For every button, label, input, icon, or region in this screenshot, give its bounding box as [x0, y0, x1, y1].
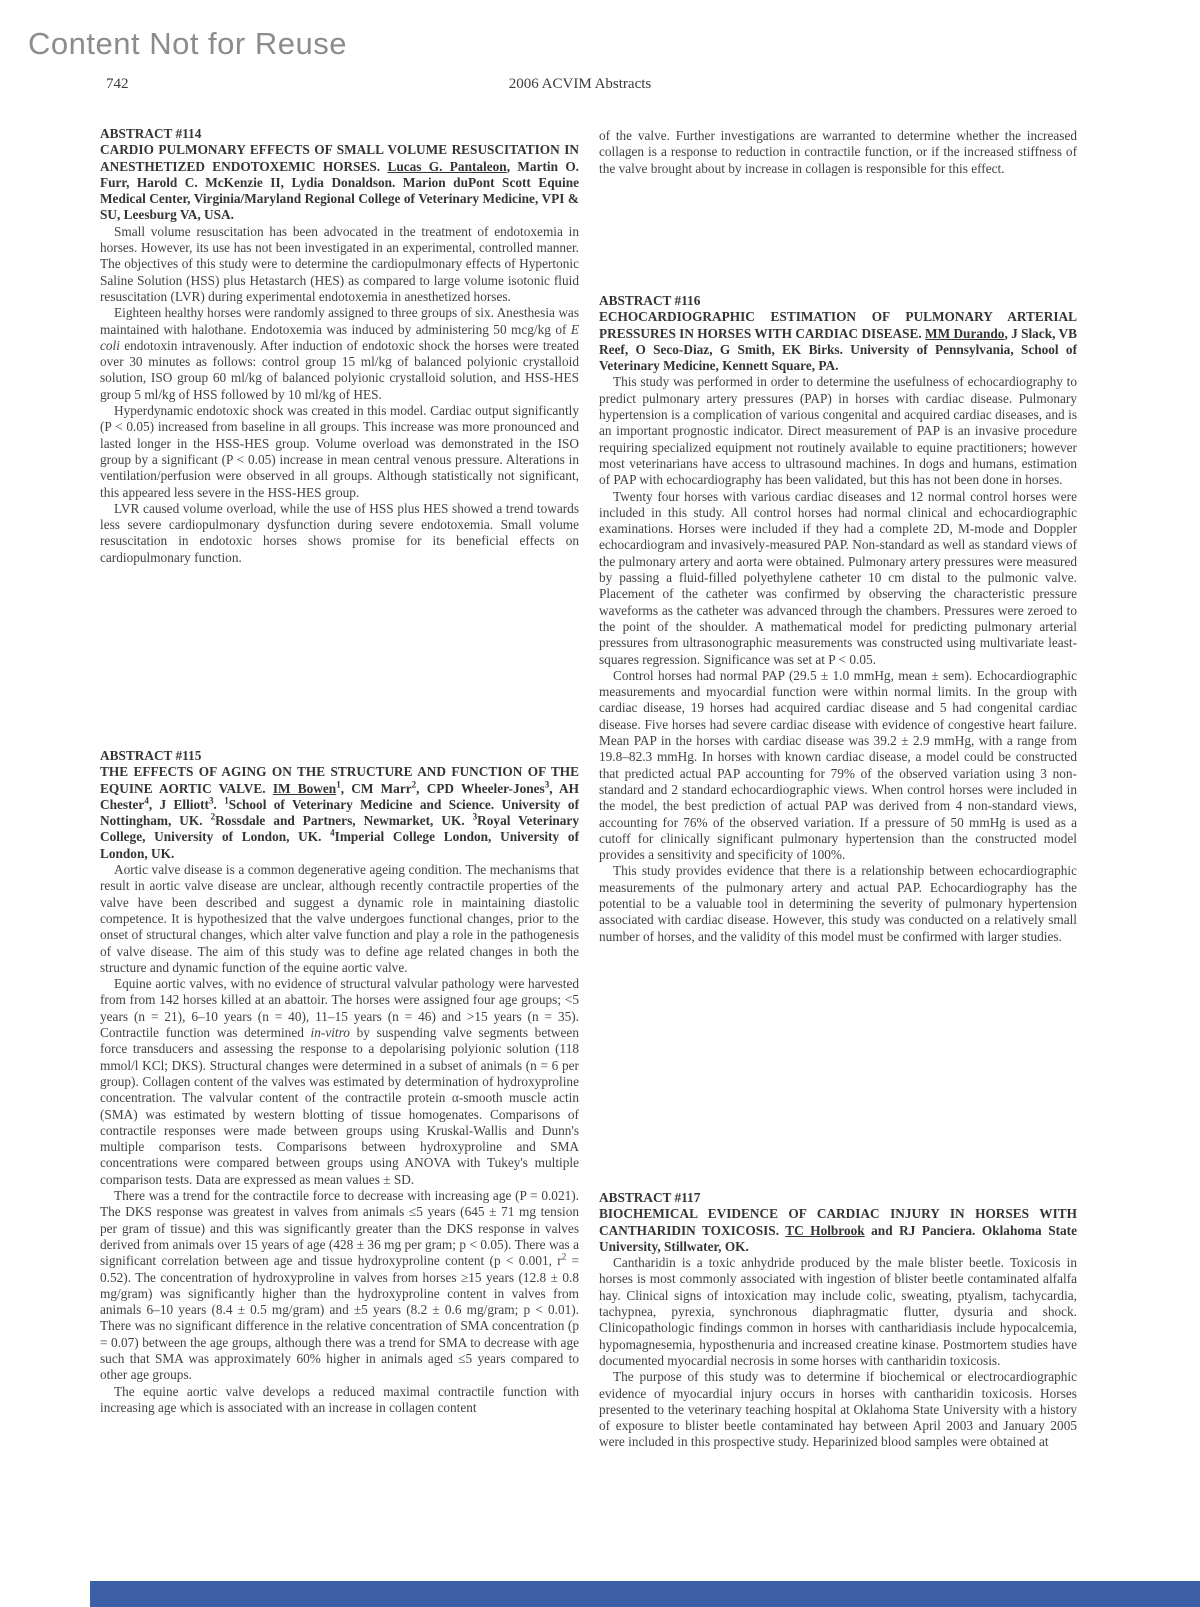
abstract-114-label: ABSTRACT #114 [100, 126, 202, 141]
abstract-116-paragraph: Control horses had normal PAP (29.5 ± 1.0 mmHg, mean ± sem). Echocardiographic measurements and myocardial function were within normal limits. In the group with cardiac disease, 19 horses had acquired cardiac disease and 5 had congenital cardiac disease. Five horses had severe cardiac disease with evidence of congestive heart failure. Mean PAP in the horses with cardiac disease was 39.2 ± 2.9 mmHg, with a range from 19.8–82.3 mmHg. In horses with known cardiac disease, a model could be constructed that predicted actual PAP accounting for 79% of the observed variation using 3 non-standard and 2 standard echocardiographic views. When control horses were included in the model, the best prediction of actual PAP was derived from 4 non-standard views, accounting for 76% of the observed variation. If a pressure of 50 mmHg is used as a cutoff for clinically significant pulmonary hypertension than the constructed model provides a sensitivity and specificity of 100%. [599, 667, 1077, 863]
abstract-116-label: ABSTRACT #116 [599, 293, 701, 308]
abstract-114-paragraph: Small volume resuscitation has been advocated in the treatment of endotoxemia in horses. However, its use has not been investigated in an experimental, controlled manner. The objectives of this study were to determine the cardiopulmonary effects of Hypertonic Saline Solution (HSS) plus Hetastarch (HES) as compared to large volume isotonic fluid resuscitation (LVR) during experimental endotoxemia in anesthetized horses. [100, 223, 579, 304]
abstract-115-continuation [599, 128, 1077, 177]
continuation-paragraph: of the valve. Further investigations are warranted to determine whether the increased collagen is a response to reduction in contractile function, or if the increased stiffness of the valve brought about by increase in collagen is responsible for this effect. [599, 128, 1077, 176]
page-header-title: 2006 ACVIM Abstracts [508, 76, 652, 92]
abstract-115-label: ABSTRACT #115 [100, 748, 202, 763]
abstract-115-paragraph: The equine aortic valve develops a reduced maximal contractile function with increasing age which is associated with an increase in collagen content [100, 1383, 579, 1415]
abstract-116-paragraph: This study provides evidence that there is a relationship between echocardiographic measurements of the pulmonary artery and actual PAP. Echocardiography has the potential to be a valuable tool in determining the severity of pulmonary hypertension associated with cardiac disease. However, this study was conducted on a relatively small number of horses, and the validity of this model must be confirmed with larger studies. [599, 863, 1077, 944]
abstract-115 [100, 748, 579, 1416]
abstract-117-paragraph: Cantharidin is a toxic anhydride produced by the male blister beetle. Toxicosis in horses is most commonly associated with ingestion of blister beetle contaminated alfalfa hay. Clinical signs of intoxication may include colic, sweating, ptyalism, tachycardia, tachypnea, pyrexia, synchronous diaphragmatic flutter, dysuria and shock. Clinicopathologic findings common in horses with cantharidiasis include hypocalcemia, hypomagnesemia, hyposthenuria and increased creatine kinase. Postmortem studies have documented myocardial necrosis in some horses with cantharidin toxicosis. [599, 1255, 1077, 1368]
abstract-115-heading: THE EFFECTS OF AGING ON THE STRUCTURE AND FUNCTION OF THE EQUINE AORTIC VALVE. IM Bowen$^1$, CM Marr$^2$, CPD Wheeler-Jones$^3$, AH Chester$^4$, J Elliott$^3$. $^1$School of Veterinary Medicine and Science. University of Nottingham, UK. $^2$Rossdale and Partners, Newmarket, UK. $^3$Royal Veterinary College, University of London, UK. $^4$Imperial College London, University of London, UK. [100, 764, 580, 861]
abstract-115-paragraph: Equine aortic valves, with no evidence of structural valvular pathology were harvested from from 142 horses killed at an abattoir. The horses were assigned four age groups; <5 years (n = 21), 6–10 years (n = 40), 11–15 years (n = 46) and >15 years (n = 35). Contractile function was determined in-vitro by suspending valve segments between force transducers and assessing the response to a depolarising polyionic solution (118 mmol/l KCl; DKS). Structural changes were determined in a subset of animals (n = 6 per group). Collagen content of the valves was estimated by determination of hydroxyproline concentration. The valvular content of the contractile protein α-smooth muscle actin (SMA) was estimated by western blotting of tissue homogenates. Comparisons of contractile responses were made between groups using Kruskal-Wallis and Dunn's multiple comparison tests. Comparisons between hydroxyproline and SMA concentrations were compared between groups using ANOVA with Tukey's multiple comparison tests. Data are expressed as mean values ± SD. [100, 976, 579, 1187]
abstract-117-heading: BIOCHEMICAL EVIDENCE OF CARDIAC INJURY IN HORSES WITH CANTHARIDIN TOXICOSIS. TC Holbrook and RJ Panciera. Oklahoma State University, Stillwater, OK. [599, 1206, 1078, 1254]
footer-bar [90, 1581, 1200, 1607]
page-number: 742 [106, 76, 129, 92]
abstract-114-paragraph: Hyperdynamic endotoxic shock was created in this model. Cardiac output significantly (P < 0.05) increased from baseline in all groups. This increase was more pronounced and lasted longer in the HSS-HES group. Volume overload was demonstrated in the ISO group by a significant (P < 0.05) increase in mean central venous pressure. Alterations in ventilation/perfusion were observed in all groups. Although statistically not significant, this appeared less severe in the HSS-HES group. [100, 403, 579, 500]
abstract-115-paragraph: Aortic valve disease is a common degenerative ageing condition. The mechanisms that result in aortic valve disease are unclear, although recently contractile properties of the valve have been described and suggest a dynamic role in maintaining diastolic competence. It is hypothesized that the valve undergoes functional changes, prior to the onset of structural changes, which alter valve function and play a role in the pathogenesis of valve disease. The aim of this study was to define age related changes in both the structure and dynamic function of the equine aortic valve. [100, 862, 579, 975]
abstract-115-paragraph: There was a trend for the contractile force to decrease with increasing age (P = 0.021). The DKS response was greatest in valves from animals ≤5 years (645 ± 71 mg tension per gram of tissue) and this was significantly greater than the DKS response in valves derived from animals over 15 years of age (428 ± 36 mg per gram; p < 0.05). There was a significant correlation between age and tissue hydroxyproline content (p < 0.001, $r^2 = 0.52$). The concentration of hydroxyproline in valves from horses ≥15 years (12.8 ± 0.8 mg/gram) was significantly higher than the hydroxyproline content in valves from animals 6–10 years (8.4 ± 0.5 mg/gram) and ±5 years (8.2 ± 0.6 mg/gram; p < 0.01). There was no significant difference in the relative concentration of SMA concentration (p = 0.07) between the age groups, although there was a trend for SMA to decrease with age such that SMA was approximately 60% higher in animals aged ≤5 years compared to other age groups. [100, 1188, 580, 1383]
abstract-114-paragraph: LVR caused volume overload, while the use of HSS plus HES showed a trend towards less severe cardiopulmonary dysfunction during severe endotoxemia. Small volume resuscitation in endotoxic horses shows promise for its beneficial effects on cardiopulmonary function. [100, 500, 579, 565]
abstract-114-heading: CARDIO PULMONARY EFFECTS OF SMALL VOLUME RESUSCITATION IN ANESTHETIZED ENDOTOXEMIC HORSES. Lucas G. Pantaleon, Martin O. Furr, Harold C. McKenzie II, Lydia Donaldson. Marion duPont Scott Equine Medical Center, Virginia/Maryland Regional College of Veterinary Medicine, VPI & SU, Leesburg VA, USA. [100, 142, 580, 223]
abstract-117-paragraph: The purpose of this study was to determine if biochemical or electrocardiographic evidence of myocardial injury occurs in horses with cantharidin toxicosis. Horses presented to the veterinary teaching hospital at Oklahoma State University with a history of exposure to blister beetle contaminated hay between April 2003 and January 2005 were included in this prospective study. Heparinized blood samples were obtained at [599, 1369, 1077, 1450]
abstract-116-heading: ECHOCARDIOGRAPHIC ESTIMATION OF PULMONARY ARTERIAL PRESSURES IN HORSES WITH CARDIAC DISEASE. MM Durando, J Slack, VB Reef, O Seco-Diaz, G Smith, EK Birks. University of Pennsylvania, School of Veterinary Medicine, Kennett Square, PA. [599, 309, 1077, 374]
abstract-116-paragraph: This study was performed in order to determine the usefulness of echocardiography to predict pulmonary artery pressures (PAP) in horses with cardiac disease. Pulmonary hypertension is a complication of various congenital and acquired cardiac diseases, and is an important prognostic indicator. Direct measurement of PAP is an invasive procedure requiring specialized equipment not routinely available to equine practitioners; however most veterinarians have access to ultrasound machines. In dogs and humans, estimation of PAP with echocardiography has been validated, but this has not been done in horses. [599, 374, 1077, 488]
watermark: Content Not for Reuse [28, 26, 347, 61]
abstract-116 [599, 293, 1077, 945]
abstract-116-paragraph: Twenty four horses with various cardiac diseases and 12 normal control horses were included in this study. All control horses had normal clinical and echocardiographic examinations. Horses were included if they had a complete 2D, M-mode and Doppler echocardiogram and invasively-measured PAP. Non-standard as well as standard views of the pulmonary artery and aorta were obtained. Pulmonary artery pressures were measured by passing a fluid-filled polyethylene catheter 10 cm distal to the pulmonic valve. Placement of the catheter was confirmed by observing the characteristic pressure waveforms as the catheter was advanced through the chambers. Pressures were zeroed to the point of the shoulder. A mathematical model for predicting pulmonary arterial pressures from ultrasonographic measurements was constructed using multivariate least-squares regression. Significance was set at P < 0.05. [599, 488, 1077, 667]
abstract-114 [100, 126, 579, 566]
abstract-117-label: ABSTRACT #117 [599, 1190, 701, 1205]
abstract-114-paragraph: Eighteen healthy horses were randomly assigned to three groups of six. Anesthesia was maintained with halothane. Endotoxemia was induced by administering 50 mcg/kg of E coli endotoxin intravenously. After induction of endotoxic shock the horses were treated over 30 minutes as follows: control group 15 ml/kg of balanced polyionic crystalloid solution, ISO group 60 ml/kg of balanced polyionic crystalloid solution, and HSS-HES group 5 ml/kg of HSS followed by 10 ml/kg of HES. [100, 305, 579, 402]
abstract-117 [599, 1190, 1077, 1451]
